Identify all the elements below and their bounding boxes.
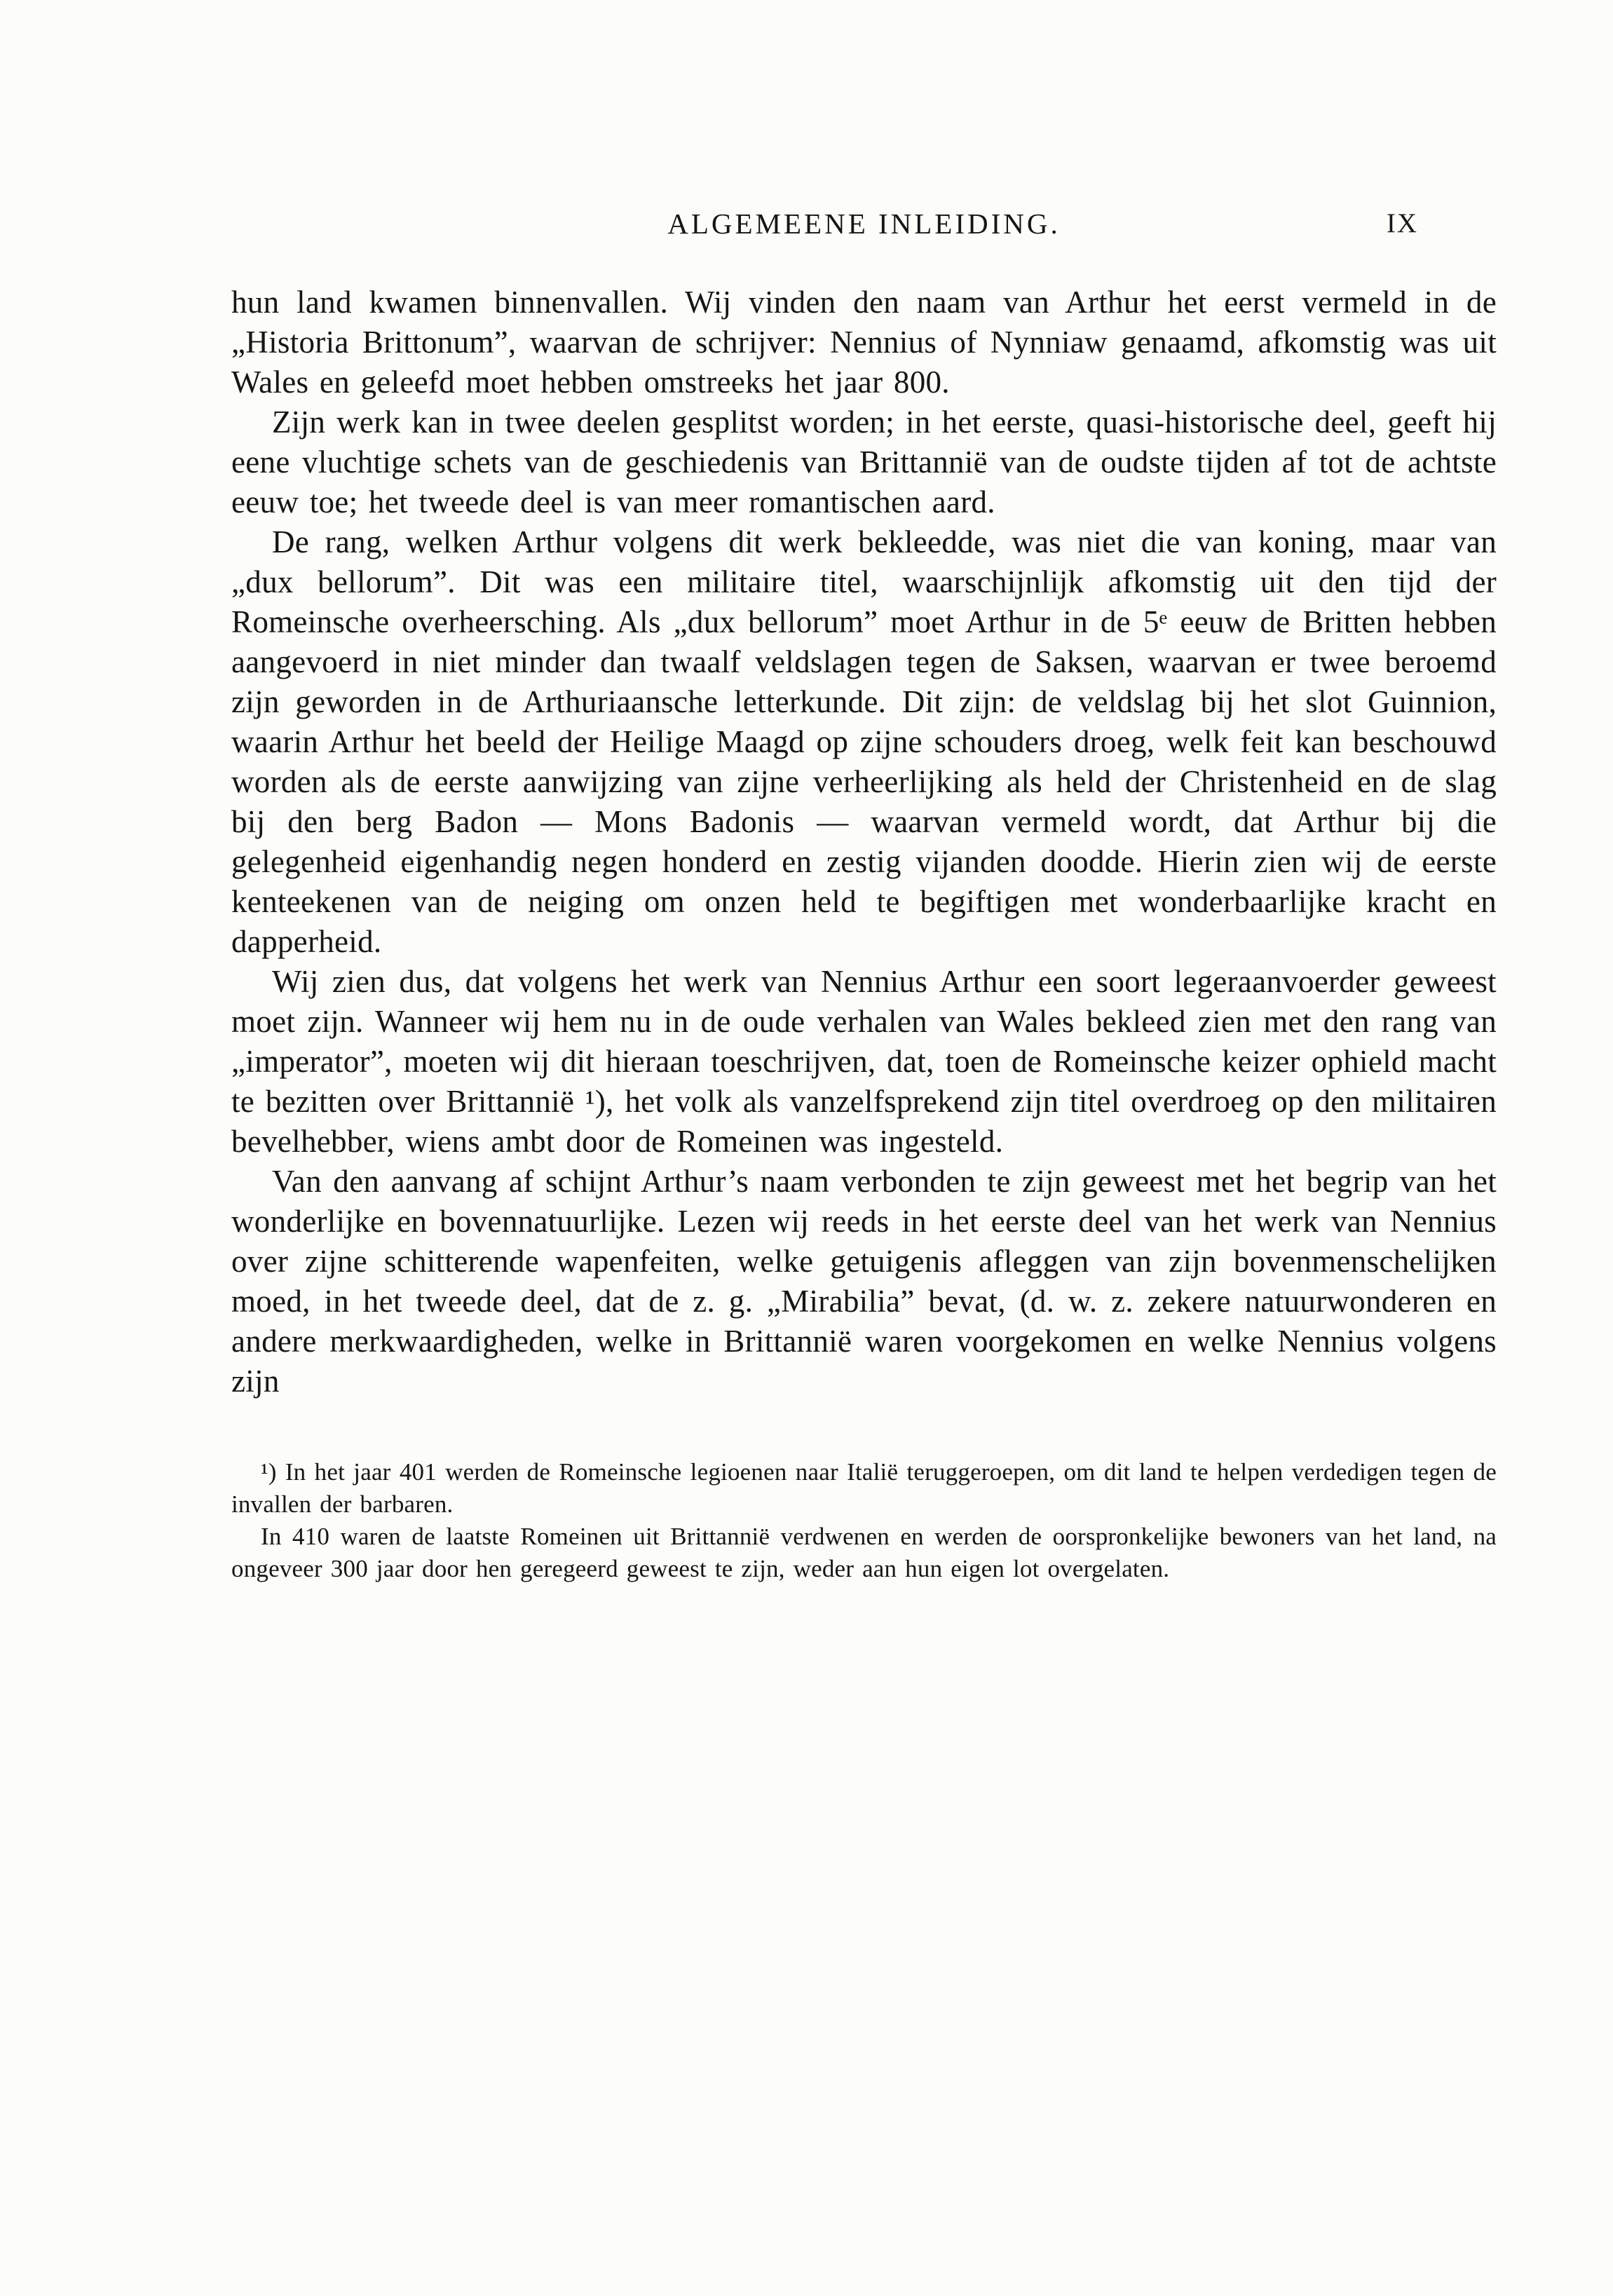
footnote-2: In 410 waren de laatste Romeinen uit Brittannië verdwenen en werden de oorspronkelijke bewoners van het land, na ongeveer 300 jaar door hen geregeerd geweest te zijn, weder aan hun eigen lot overgelaten. (231, 1523, 1497, 1582)
paragraph-1: hun land kwamen binnenvallen. Wij vinden den naam van Arthur het eerst vermeld in de „Historia Brittonum”, waarvan de schrijver: Nennius of Nynniaw genaamd, afkomstig was uit Wales en geleefd moet hebben omstreeks het jaar 800. (231, 285, 1497, 400)
paragraph-2: Zijn werk kan in twee deelen gesplitst worden; in het eerste, quasi-historische deel, geeft hij eene vluchtige schets van de geschiedenis van Brittannië van de oudste tijden af tot de achtste eeuw toe; het tweede deel is van meer romantischen aard. (231, 405, 1497, 519)
chapter-title: ALGEMEENE INLEIDING. (667, 208, 1061, 240)
footnotes (231, 1456, 1497, 1585)
footnote-1: ¹) In het jaar 401 werden de Romeinsche legioenen naar Italië teruggeroepen, om dit land te helpen verdedigen tegen de invallen der barbaren. (231, 1458, 1497, 1518)
paragraph-3: De rang, welken Arthur volgens dit werk bekleedde, was niet die van koning, maar van „dux bellorum”. Dit was een militaire titel, waarschijnlijk afkomstig uit den tijd der Romeinsche overheersching. Als „dux bellorum” moet Arthur in de 5ᵉ eeuw de Britten hebben aangevoerd in niet minder dan twaalf veldslagen tegen de Saksen, waarvan er twee beroemd zijn geworden in de Arthuriaansche letterkunde. Dit zijn: de veldslag bij het slot Guinnion, waarin Arthur het beeld der Heilige Maagd op zijne schouders droeg, welk feit kan beschouwd worden als de eerste aanwijzing van zijne verheerlijking als held der Christenheid en de slag bij den berg Badon — Mons Badonis — waarvan vermeld wordt, dat Arthur bij die gelegenheid eigenhandig negen honderd en zestig vijanden doodde. Hierin zien wij de eerste kenteekenen van de neiging om onzen held te begiftigen met wonderbaarlijke kracht en dapperheid. (231, 524, 1497, 959)
page-number: IX (1386, 208, 1418, 238)
running-header (231, 207, 1497, 243)
body-text (231, 283, 1497, 1401)
paragraph-5: Van den aanvang af schijnt Arthur’s naam verbonden te zijn geweest met het begrip van het wonderlijke en bovennatuurlijke. Lezen wij reeds in het eerste deel van het werk van Nennius over zijne schitterende wapenfeiten, welke getuigenis afleggen van zijn bovenmenschelijken moed, in het tweede deel, dat de z. g. „Mirabilia” bevat, (d. w. z. zekere natuurwonderen en andere merkwaardigheden, welke in Brittannië waren voorgekomen en welke Nennius volgens zijn (231, 1164, 1497, 1399)
paragraph-4: Wij zien dus, dat volgens het werk van Nennius Arthur een soort legeraanvoerder geweest moet zijn. Wanneer wij hem nu in de oude verhalen van Wales bekleed zien met den rang van „imperator”, moeten wij dit hieraan toeschrijven, dat, toen de Romeinsche keizer ophield macht te bezitten over Brittannië ¹), het volk als vanzelfsprekend zijn titel overdroeg op den militairen bevelhebber, wiens ambt door de Romeinen was ingesteld. (231, 964, 1497, 1159)
